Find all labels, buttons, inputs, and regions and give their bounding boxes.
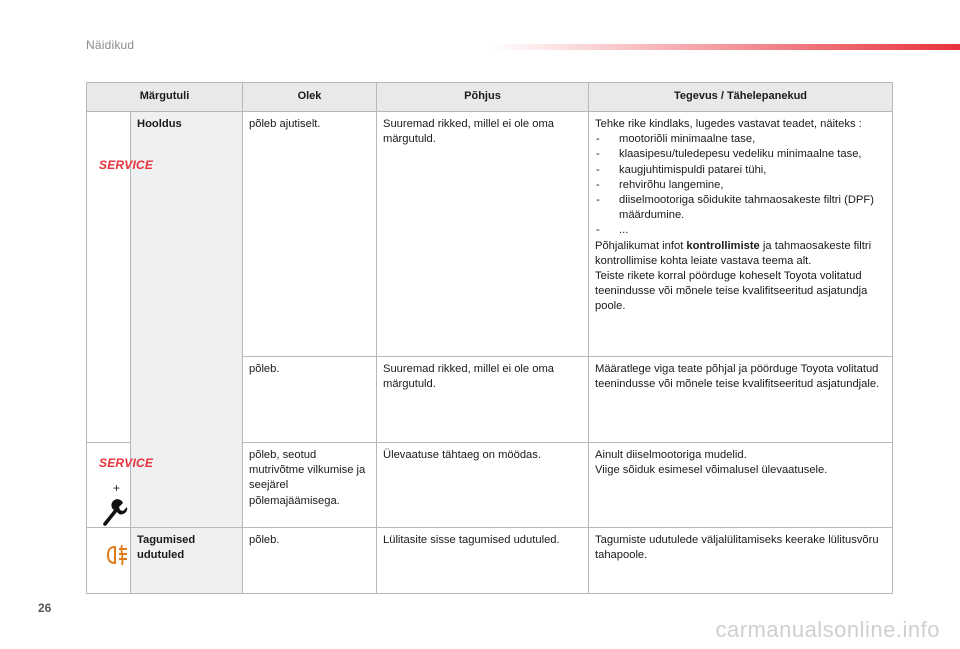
page-number: 26 — [38, 601, 52, 615]
list-item: - kaugjuhtimispuldi patarei tühi, — [595, 163, 886, 178]
action-line: Viige sõiduk esimesel võimalusel ülevaatusele. — [595, 464, 828, 477]
cause-cell: Lülitasite sisse tagumised udutuled. — [377, 528, 589, 594]
header-action: Tegevus / Tähelepanekud — [589, 83, 893, 112]
action-intro: Tehke rike kindlaks, lugedes vastavat teadet, näiteks : — [595, 118, 862, 130]
action-cell: Tagumiste udutulede väljalülitamiseks keerake lülitusvõru tahapoole. — [589, 528, 893, 594]
header-state: Olek — [243, 83, 377, 112]
cause-cell: Suuremad rikked, millel ei ole oma märgutuld. — [377, 112, 589, 357]
state-cell: põleb. — [243, 528, 377, 594]
indicator-name-service: Hooldus — [131, 112, 243, 528]
cause-cell: Suuremad rikked, millel ei ole oma märgutuld. — [377, 357, 589, 443]
icon-cell-service-wrench — [87, 443, 154, 528]
plus-sign: + — [113, 481, 121, 495]
watermark: carmanualsonline.info — [715, 617, 940, 642]
action-cell — [589, 112, 893, 357]
action-details: Põhjalikumat infot kontrollimiste ja tahmaosakeste filtri kontrollimise kohta leiate vastava teema alt. — [595, 239, 872, 267]
list-item: - mootoriõli minimaalne tase, — [595, 132, 886, 147]
header-cause: Põhjus — [377, 83, 589, 112]
service-warning-icon: SERVICE — [99, 158, 154, 172]
icon-cell-rear-fog — [87, 528, 131, 594]
list-item: - klaasipesu/tuledepesu vedeliku minimaalne tase, — [595, 147, 886, 162]
service-warning-icon: SERVICE — [99, 456, 154, 470]
action-cell: Määratlege viga teate põhjal ja pöörduge Toyota volitatud teenindusse või mõnele teise kvalifitseeritud asjatundjale. — [589, 357, 893, 443]
icon-cell-service — [87, 112, 154, 443]
rear-fog-light-icon — [105, 543, 131, 567]
section-title: Näidikud — [86, 38, 135, 52]
indicator-table — [86, 82, 893, 594]
action-cell — [589, 443, 893, 528]
header-accent-bar — [490, 44, 960, 50]
state-cell: põleb, seotud mutrivõtme vilkumise ja seejärel põlemajäämisega. — [243, 443, 377, 528]
table-row — [87, 112, 893, 357]
list-item: - diiselmootoriga sõidukite tahmaosakeste filtri (DPF) määrdumine. — [595, 193, 886, 223]
header-indicator: Märgutuli — [87, 83, 243, 112]
wrench-icon — [102, 497, 128, 527]
action-list — [595, 132, 886, 238]
action-line: Ainult diiselmootoriga mudelid. — [595, 449, 747, 461]
indicator-name-rear-fog: Tagumised udutuled — [131, 528, 243, 594]
table-row — [87, 528, 893, 594]
action-contact: Teiste rikete korral pöörduge koheselt Toyota volitatud teenindusse või mõnele teise kvalifitseeritud asjatundja poole. — [595, 270, 868, 313]
list-item: - rehvirõhu langemine, — [595, 178, 886, 193]
list-item: - ... — [595, 223, 886, 238]
cause-cell: Ülevaatuse tähtaeg on möödas. — [377, 443, 589, 528]
state-cell: põleb. — [243, 357, 377, 443]
table-header-row — [87, 83, 893, 112]
state-cell: põleb ajutiselt. — [243, 112, 377, 357]
action-details-keyword: kontrollimiste — [686, 239, 760, 252]
